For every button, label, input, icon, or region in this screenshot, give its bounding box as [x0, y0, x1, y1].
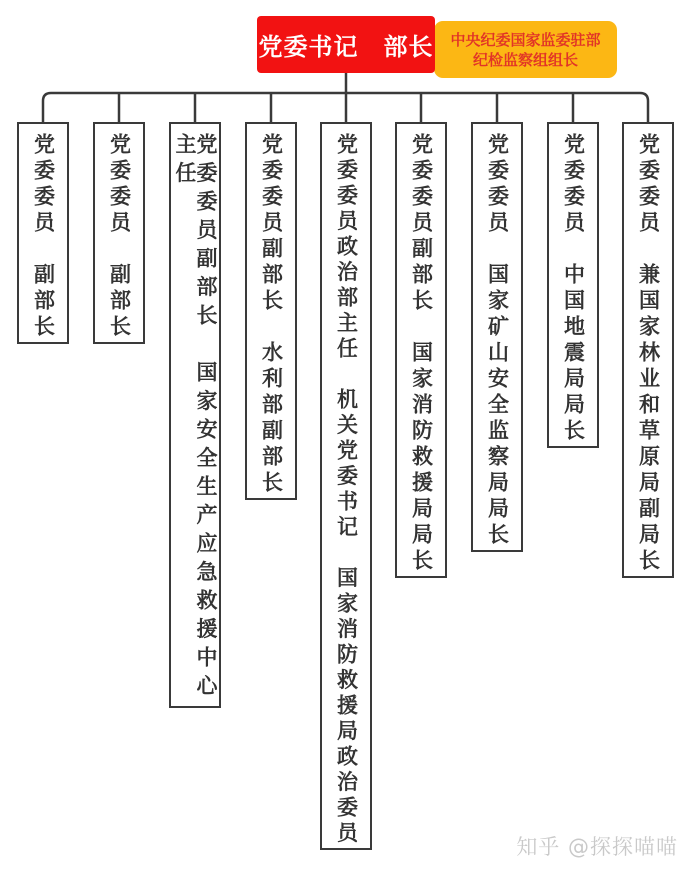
org-node-member-3: [169, 122, 221, 708]
org-node-member-8-label: 党委委员 中国地震局局长: [561, 133, 586, 445]
org-node-member-6: [395, 122, 447, 578]
org-node-member-5-label: 党委委员政治部主任 机关党委书记 国家消防救援局政治委员: [334, 133, 359, 847]
connector-lines: [0, 70, 692, 125]
side-box-line-2: 纪检监察组组长: [472, 50, 578, 69]
org-node-member-2: [93, 122, 145, 344]
side-box-line-1: 中央纪委国家监委驻部: [450, 30, 601, 49]
org-node-member-1-label: 党委委员 副部长: [31, 133, 56, 341]
org-node-party-secretary-minister: 党委书记 部长: [257, 16, 435, 73]
org-node-member-6-label: 党委委员副部长 国家消防救援局局长: [409, 133, 434, 575]
watermark: 知乎 @探探喵喵: [516, 835, 678, 859]
org-node-discipline-inspection-group-head: [434, 21, 617, 78]
org-node-member-9: [622, 122, 674, 578]
org-node-member-5: [320, 122, 372, 850]
org-node-member-7-label: 党委委员 国家矿山安全监察局局长: [485, 133, 510, 549]
org-node-member-8: [547, 122, 599, 448]
org-node-member-2-label: 党委委员 副部长: [107, 133, 132, 341]
org-node-member-9-label: 党委委员 兼国家林业和草原局副局长: [636, 133, 661, 575]
org-node-member-3-label: 党委委员副部长 国家安全生产应急救援中心主任: [173, 133, 218, 703]
org-node-member-4-label: 党委委员副部长 水利部副部长: [259, 133, 284, 497]
org-node-member-4: [245, 122, 297, 500]
org-node-member-1: [17, 122, 69, 344]
org-node-member-7: [471, 122, 523, 552]
